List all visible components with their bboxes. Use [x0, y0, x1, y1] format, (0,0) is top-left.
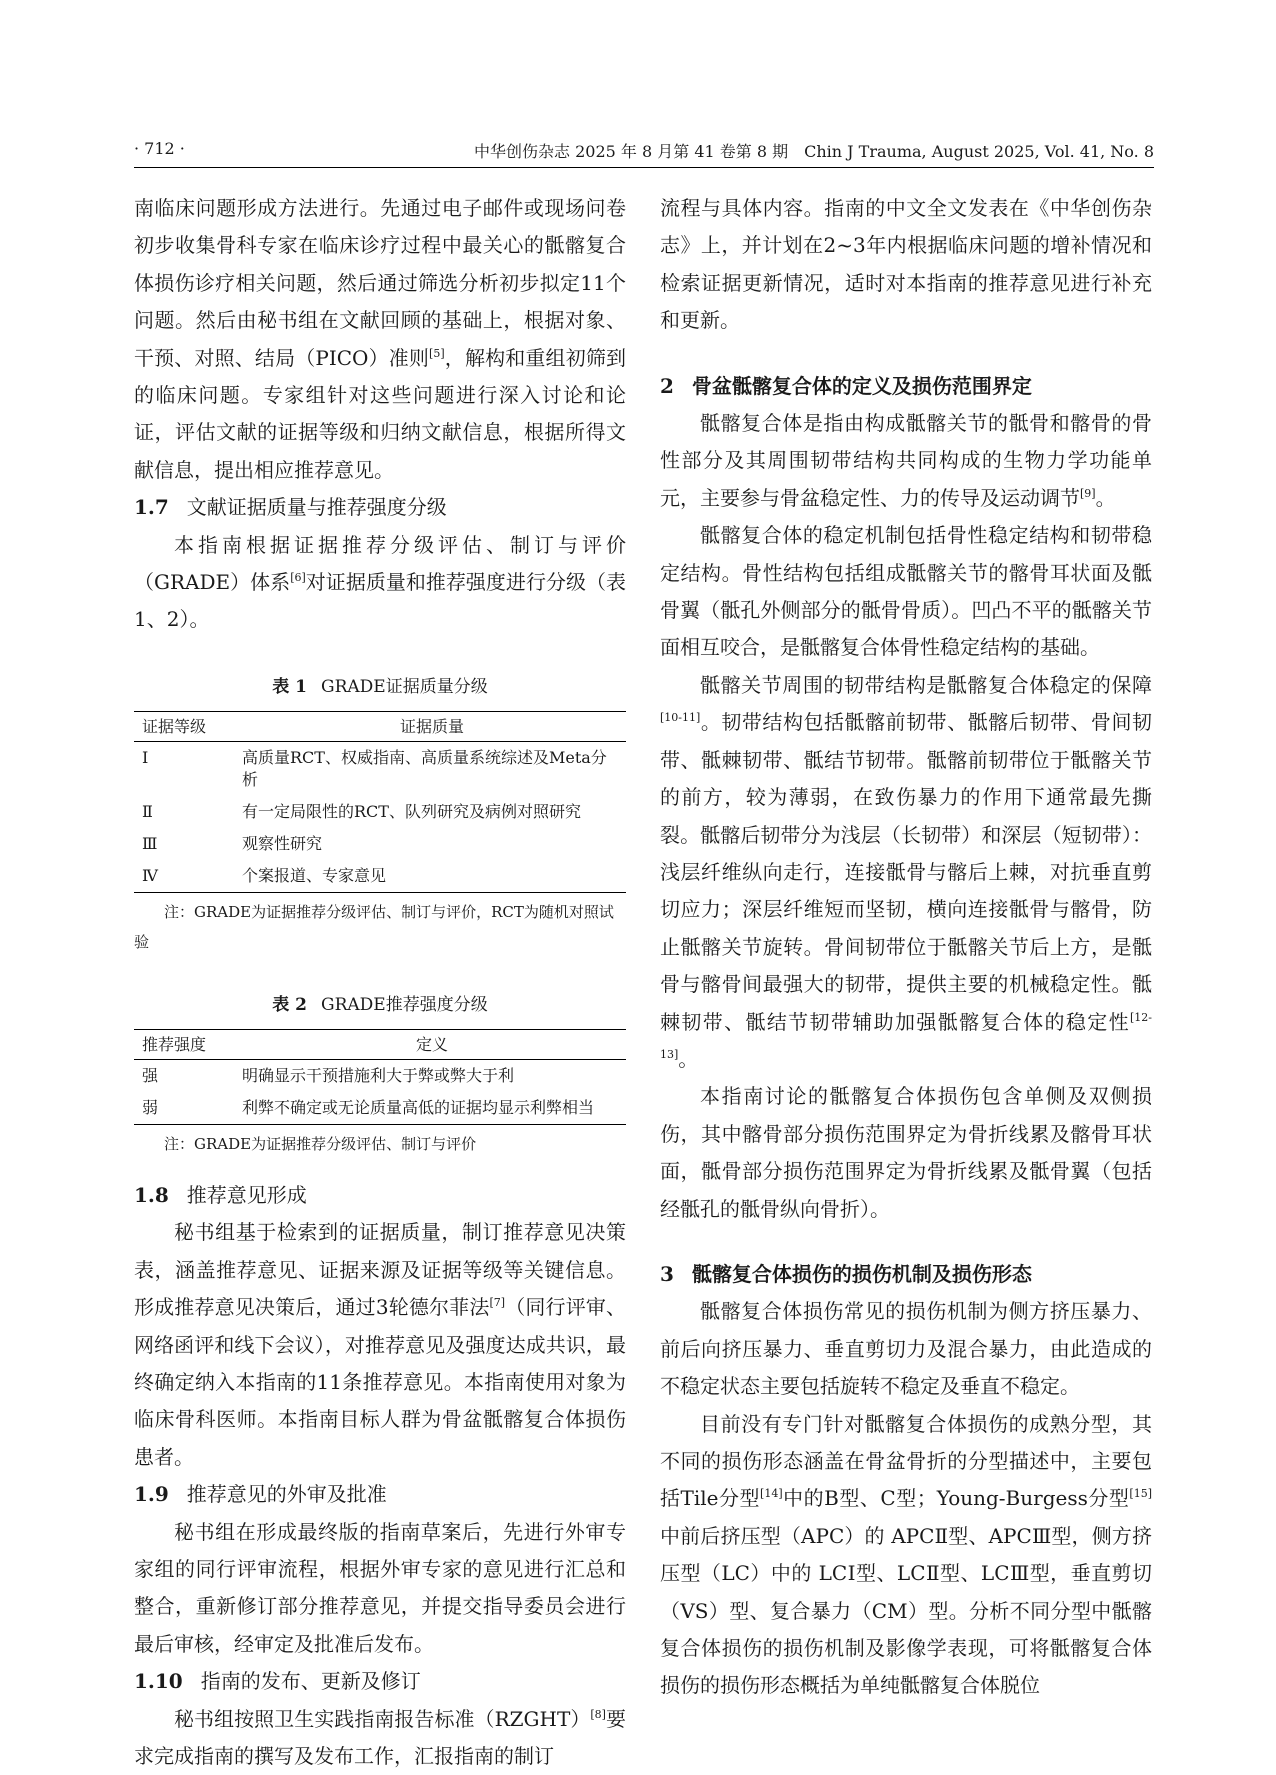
section-heading-1-7: 1.7 文献证据质量与推荐强度分级	[134, 495, 447, 520]
table-row: Ⅳ 个案报道、专家意见	[134, 860, 626, 893]
paragraph: 目前没有专门针对骶髂复合体损伤的成熟分型，其不同的损伤形态涵盖在骨盆骨折的分型描述中，主要包括Tile分型[14]中的B型、C型；Young-Burgess分型[15]中前后挤压型（APC）的 APCⅡ型、APCⅢ型，侧方挤压型（LC）中的 LCⅠ型、LCⅡ型、LCⅢ型，垂直剪切（VS）型、复合暴力（CM）型。分析不同分型中骶髂复合体损伤的损伤机制及影像学表现，可将骶髂复合体损伤的损伤形态概括为单纯骶髂复合体脱位	[660, 1411, 1153, 1698]
paragraph: 本指南讨论的骶髂复合体损伤包含单侧及双侧损伤，其中髂骨部分损伤范围界定为骨折线累及髂骨耳状面，骶骨部分损伤范围界定为骨折线累及骶骨翼（包括经骶孔的骶骨纵向骨折）。	[660, 1084, 1152, 1221]
paragraph: 南临床问题形成方法进行。先通过电子邮件或现场问卷初步收集骨科专家在临床诊疗过程中最关心的骶髂复合体损伤诊疗相关问题，然后通过筛选分析初步拟定11个问题。然后由秘书组在文献回顾的基础上，根据对象、干预、对照、结局（PICO）准则[5]，解构和重组初筛到的临床问题。专家组针对这些问题进行深入讨论和论证，评估文献的证据等级和归纳文献信息，根据所得文献信息，提出相应推荐意见。	[134, 196, 627, 482]
paragraph: 秘书组基于检索到的证据质量，制订推荐意见决策表，涵盖推荐意见、证据来源及证据等级等关键信息。形成推荐意见决策后，通过3轮德尔菲法[7]（同行评审、网络函评和线下会议），对推荐意见及强度达成共识，最终确定纳入本指南的11条推荐意见。本指南使用对象为临床骨科医师。本指南目标人群为骨盆骶髂复合体损伤患者。	[134, 1220, 626, 1469]
paragraph: 骶髂关节周围的韧带结构是骶髂复合体稳定的保障[10-11]。韧带结构包括骶髂前韧带、骶髂后韧带、骨间韧带、骶棘韧带、骶结节韧带。骶髂前韧带位于骶髂关节的前方，较为薄弱，在致伤暴力的作用下通常最先撕裂。骶髂后韧带分为浅层（长韧带）和深层（短韧带）：浅层纤维纵向走行，连接骶骨与髂后上棘，对抗垂直剪切应力；深层纤维短而坚韧，横向连接骶骨与髂骨，防止骶髂关节旋转。骨间韧带位于骶髂关节后上方，是骶骨与髂骨间最强大的韧带，提供主要的机械稳定性。骶棘韧带、骶结节韧带辅助加强骶髂复合体的稳定性[12-13]。	[660, 672, 1152, 1071]
table-header: 推荐强度	[134, 1029, 238, 1059]
table-2-title: 表 2 GRADE推荐强度分级	[272, 994, 488, 1015]
paragraph: 骶髂复合体是指由构成骶髂关节的骶骨和髂骨的骨性部分及其周围韧带结构共同构成的生物力学功能单元，主要参与骨盆稳定性、力的传导及运动调节[9]。	[660, 411, 1152, 510]
table-header: 证据等级	[134, 711, 238, 741]
table-row: Ⅱ 有一定局限性的RCT、队列研究及病例对照研究	[142, 801, 581, 821]
table-2	[134, 1029, 626, 1125]
journal-info: 中华创伤杂志 2025 年 8 月第 41 卷第 8 期 Chin J Trauma, August 2025, Vol. 41, No. 8	[474, 142, 1154, 161]
paragraph: 流程与具体内容。指南的中文全文发表在《中华创伤杂志》上，并计划在2~3年内根据临床问题的增补情况和检索证据更新情况，适时对本指南的推荐意见进行补充和更新。	[660, 196, 1152, 333]
paragraph: 骶髂复合体的稳定机制包括骨性稳定结构和韧带稳定结构。骨性结构包括组成骶髂关节的髂骨耳状面及骶骨翼（骶孔外侧部分的骶骨骨质）。凹凸不平的骶髂关节面相互咬合，是骶髂复合体骨性稳定结构的基础。	[660, 523, 1152, 660]
table-header: 证据质量	[238, 711, 626, 741]
paragraph: 秘书组按照卫生实践指南报告标准（RZGHT）[8]要求完成指南的撰写及发布工作，汇报指南的制订	[134, 1706, 627, 1768]
citation: [7]	[489, 1296, 506, 1310]
citation: [12-13]	[660, 1010, 1152, 1061]
section-heading-1-10: 1.10 指南的发布、更新及修订	[134, 1669, 421, 1694]
table-1-title: 表 1 GRADE证据质量分级	[272, 676, 488, 697]
left-column	[134, 190, 626, 1775]
table-row: 弱 利弊不确定或无论质量高低的证据均显示利弊相当	[134, 1092, 626, 1125]
table-1	[134, 711, 626, 893]
table-1-note: 注：GRADE为证据推荐分级评估、制订与评价，RCT为随机对照试验	[134, 902, 614, 951]
paragraph: 本指南根据证据推荐分级评估、制订与评价（GRADE）体系[6]对证据质量和推荐强度进行分级（表 1、2）。	[134, 532, 626, 632]
table-row: Ⅰ 高质量RCT、权威指南、高质量系统综述及Meta分析	[142, 747, 607, 789]
paragraph: 骶髂复合体损伤常见的损伤机制为侧方挤压暴力、前后向挤压暴力、垂直剪切力及混合暴力，由此造成的不稳定状态主要包括旋转不稳定及垂直不稳定。	[660, 1299, 1152, 1399]
citation: [14]	[760, 1487, 783, 1501]
citation: [6]	[290, 571, 306, 585]
paragraph: 秘书组在形成最终版的指南草案后，先进行外审专家组的同行评审流程，根据外审专家的意见进行汇总和整合，重新修订部分推荐意见，并提交指导委员会进行最后审核，经审定及批准后发布。	[134, 1519, 626, 1656]
table-header: 定义	[238, 1029, 626, 1059]
citation: [8]	[590, 1707, 606, 1721]
citation: [15]	[1129, 1487, 1153, 1501]
page-number: · 712 ·	[134, 139, 185, 158]
header-rule	[134, 167, 1154, 168]
table-2-note: 注：GRADE为证据推荐分级评估、制订与评价	[164, 1134, 477, 1153]
section-heading-3: 3 骶髂复合体损伤的损伤机制及损伤形态	[660, 1261, 1032, 1286]
page-header	[134, 139, 1154, 165]
right-column	[660, 190, 1152, 1705]
section-heading-1-8: 1.8 推荐意见形成	[134, 1182, 307, 1207]
section-heading-1-9: 1.9 推荐意见的外审及批准	[134, 1482, 387, 1507]
citation: [5]	[429, 346, 445, 360]
table-row: 强 明确显示干预措施利大于弊或弊大于利	[142, 1065, 515, 1085]
citation: [10-11]	[660, 711, 701, 725]
citation: [9]	[1080, 486, 1096, 500]
table-row: Ⅲ 观察性研究	[142, 833, 323, 853]
section-heading-2: 2 骨盆骶髂复合体的定义及损伤范围界定	[660, 373, 1032, 398]
